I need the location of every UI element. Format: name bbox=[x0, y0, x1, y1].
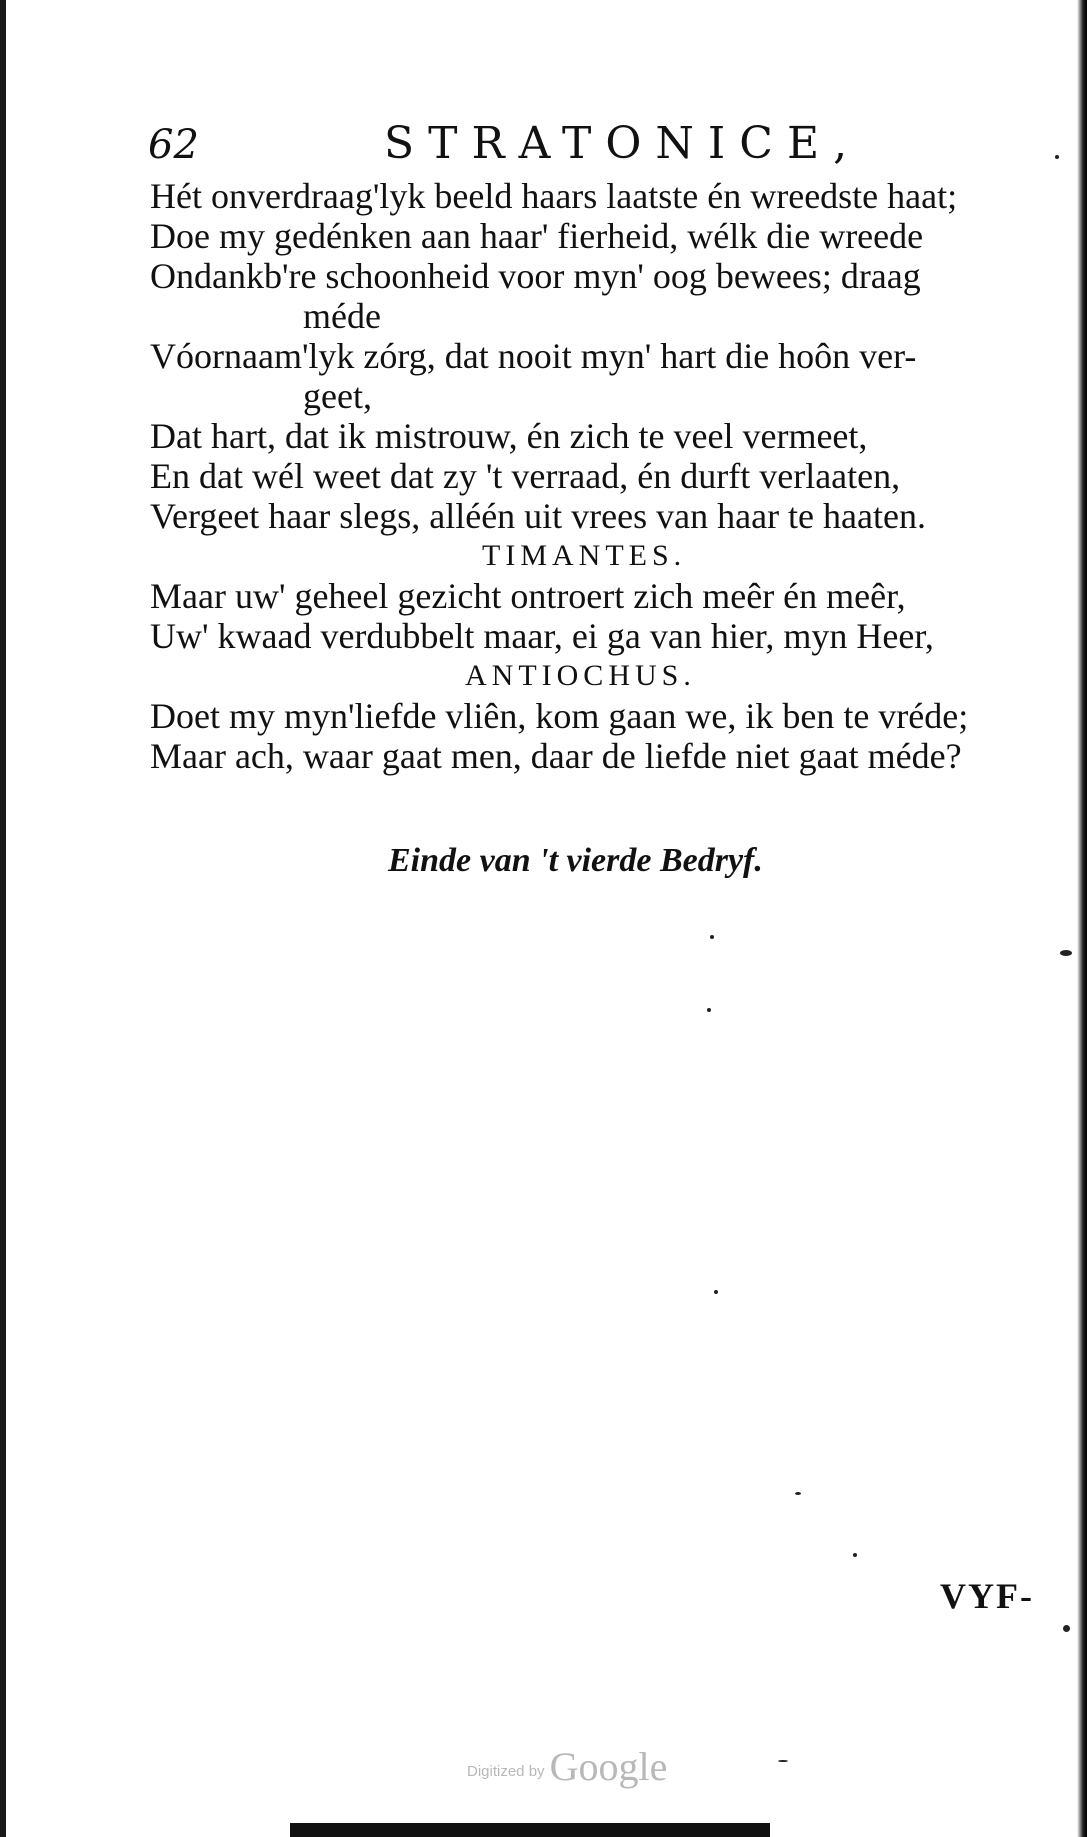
speaker-heading-antiochus: ANTIOCHUS. bbox=[465, 659, 696, 692]
ink-speck bbox=[1063, 1625, 1070, 1632]
speaker-heading-timantes: TIMANTES. bbox=[482, 539, 687, 572]
verse-line: Doet my myn'liefde vliên, kom gaan we, ik ben te vréde; bbox=[150, 696, 969, 736]
verse-line: Maar uw' geheel gezicht ontroert zich meêr én meêr, bbox=[150, 576, 906, 616]
verse-line: Ondankb're schoonheid voor myn' oog bewees; draag bbox=[150, 256, 921, 296]
ink-speck bbox=[778, 1760, 788, 1762]
verse-line: Dat hart, dat ik mistrouw, én zich te veel vermeet, bbox=[150, 416, 868, 456]
verse-line: Vóornaam'lyk zórg, dat nooit myn' hart die hoôn ver- bbox=[150, 336, 917, 376]
ink-speck bbox=[707, 1008, 711, 1012]
running-title: STRATONICE, bbox=[384, 118, 862, 169]
page-left-edge bbox=[0, 0, 6, 1837]
ink-speck bbox=[714, 1290, 718, 1294]
page-number: 62 bbox=[148, 122, 199, 168]
ink-speck bbox=[1060, 950, 1072, 956]
verse-line: Hét onverdraag'lyk beeld haars laatste én wreedste haat; bbox=[150, 176, 958, 216]
verse-line: Maar ach, waar gaat men, daar de liefde niet gaat méde? bbox=[150, 736, 962, 776]
running-head bbox=[148, 118, 888, 168]
catchword: VYF- bbox=[940, 1576, 1034, 1616]
verse-line-turnover: méde bbox=[303, 296, 381, 336]
ink-speck bbox=[1055, 155, 1059, 159]
act-end-note: Einde van 't vierde Bedryf. bbox=[388, 842, 763, 879]
ink-speck bbox=[853, 1553, 857, 1557]
ink-speck bbox=[795, 1492, 801, 1495]
verse-line: Vergeet haar slegs, alléén uit vrees van haar te haaten. bbox=[150, 496, 926, 536]
verse-line: En dat wél weet dat zy 't verraad, én durft verlaaten, bbox=[150, 456, 901, 496]
watermark-prefix: Digitized by bbox=[467, 1763, 545, 1780]
ink-speck bbox=[710, 935, 714, 939]
verse-block bbox=[150, 176, 1050, 776]
scan-bottom-bar bbox=[290, 1823, 770, 1837]
page-right-edge bbox=[1077, 0, 1087, 1837]
verse-line-turnover: geet, bbox=[303, 376, 372, 416]
digitization-watermark bbox=[467, 1743, 667, 1790]
verse-line: Uw' kwaad verdubbelt maar, ei ga van hier, myn Heer, bbox=[150, 616, 934, 656]
verse-line: Doe my gedénken aan haar' fierheid, wélk die wreede bbox=[150, 216, 924, 256]
watermark-brand: Google bbox=[549, 1744, 668, 1789]
